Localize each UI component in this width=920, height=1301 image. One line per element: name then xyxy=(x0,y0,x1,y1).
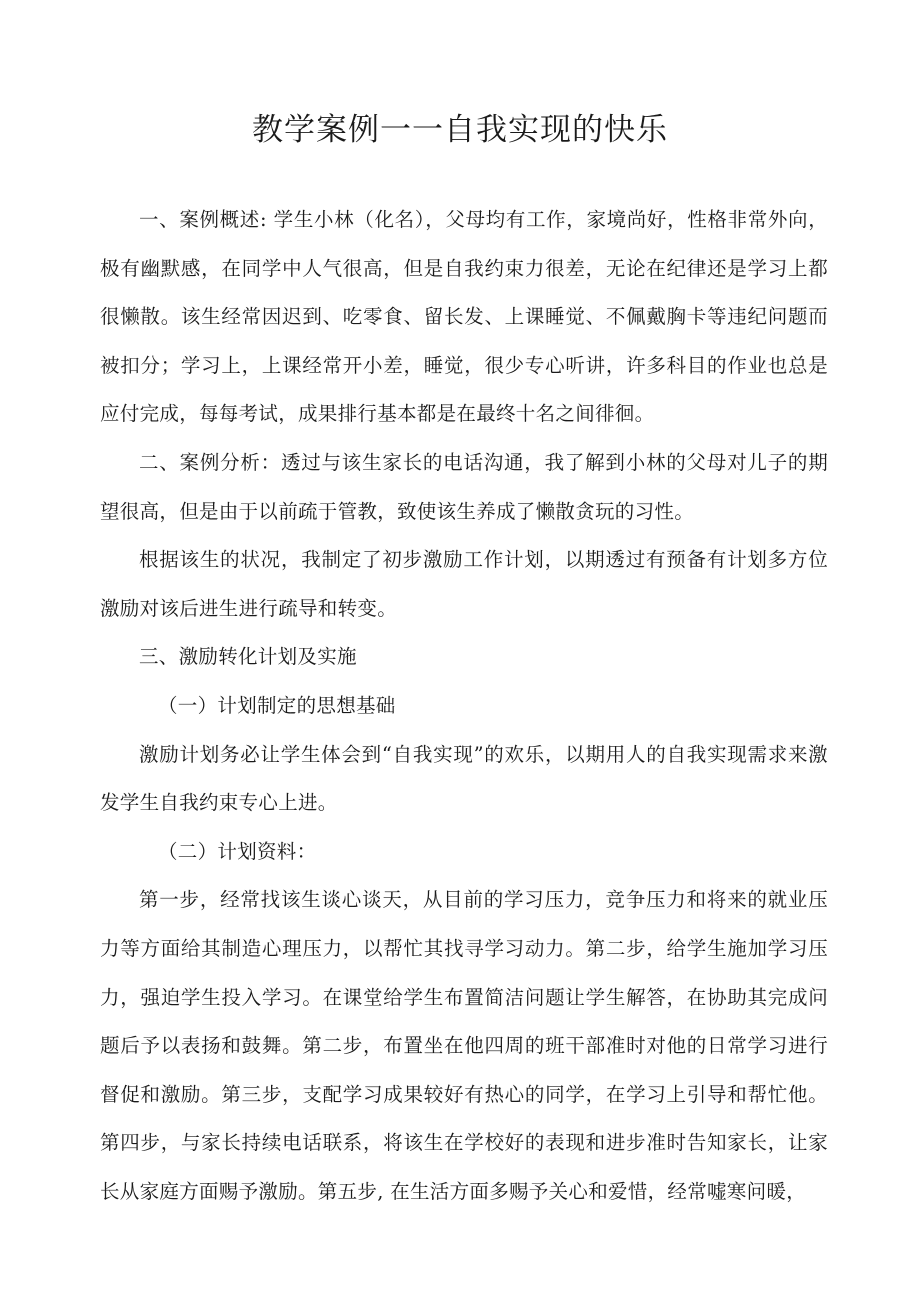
paragraph-plan-intro: 根据该生的状况，我制定了初步激励工作计划，以期透过有预备有计划多方位激励对该后进生进行疏导和转变。 xyxy=(100,548,828,620)
subsection-heading-content: （二）计划资料： xyxy=(158,839,317,863)
subsection-heading-basis: （一）计划制定的思想基础 xyxy=(158,693,396,717)
paragraph-case-overview: 一、案例概述: 学生小林（化名），父母均有工作，家境尚好，性格非常外向，极有幽默感，在同学中人气很高，但是自我约束力很差，无论在纪律还是学习上都很懒散。该生经常因迟到、吃零食、留长发、上课睡觉、不佩戴胸卡等违纪问题而被扣分；学习上，上课经常开小差，睡觉，很少专心听讲，许多科目的作业也总是应付完成，每每考试，成果排行基本都是在最终十名之间徘徊。 xyxy=(100,208,828,426)
paragraph-case-analysis: 二、案例分析：透过与该生家长的电话沟通，我了解到小林的父母对儿子的期望很高，但是由于以前疏于管教，致使该生养成了懒散贪玩的习性。 xyxy=(100,450,828,523)
paragraph-basis: 激励计划务必让学生体会到“自我实现”的欢乐，以期用人的自我实现需求来激发学生自我约束专心上进。 xyxy=(100,742,828,815)
section-heading-plan: 三、激励转化计划及实施 xyxy=(139,645,357,669)
document-title: 教学案例一一自我实现的快乐 xyxy=(252,112,668,148)
paragraph-steps: 第一步，经常找该生谈心谈天，从目前的学习压力，竞争压力和将来的就业压力等方面给其制造心理压力，以帮忙其找寻学习动力。第二步，给学生施加学习压力，强迫学生投入学习。在课堂给学生布置简洁问题让学生解答，在协助其完成问题后予以表扬和鼓舞。第二步，布置坐在他四周的班干部准时对他的日常学习进行督促和激励。第三步，支配学习成果较好有热心的同学，在学习上引导和帮忙他。第四步，与家长持续电话联系，将该生在学校好的表现和进步准时告知家长，让家长从家庭方面赐予激励。第五步, 在生活方面多赐予关心和爱惜，经常嘘寒问暖， xyxy=(100,888,828,1203)
document-body xyxy=(100,196,828,1216)
